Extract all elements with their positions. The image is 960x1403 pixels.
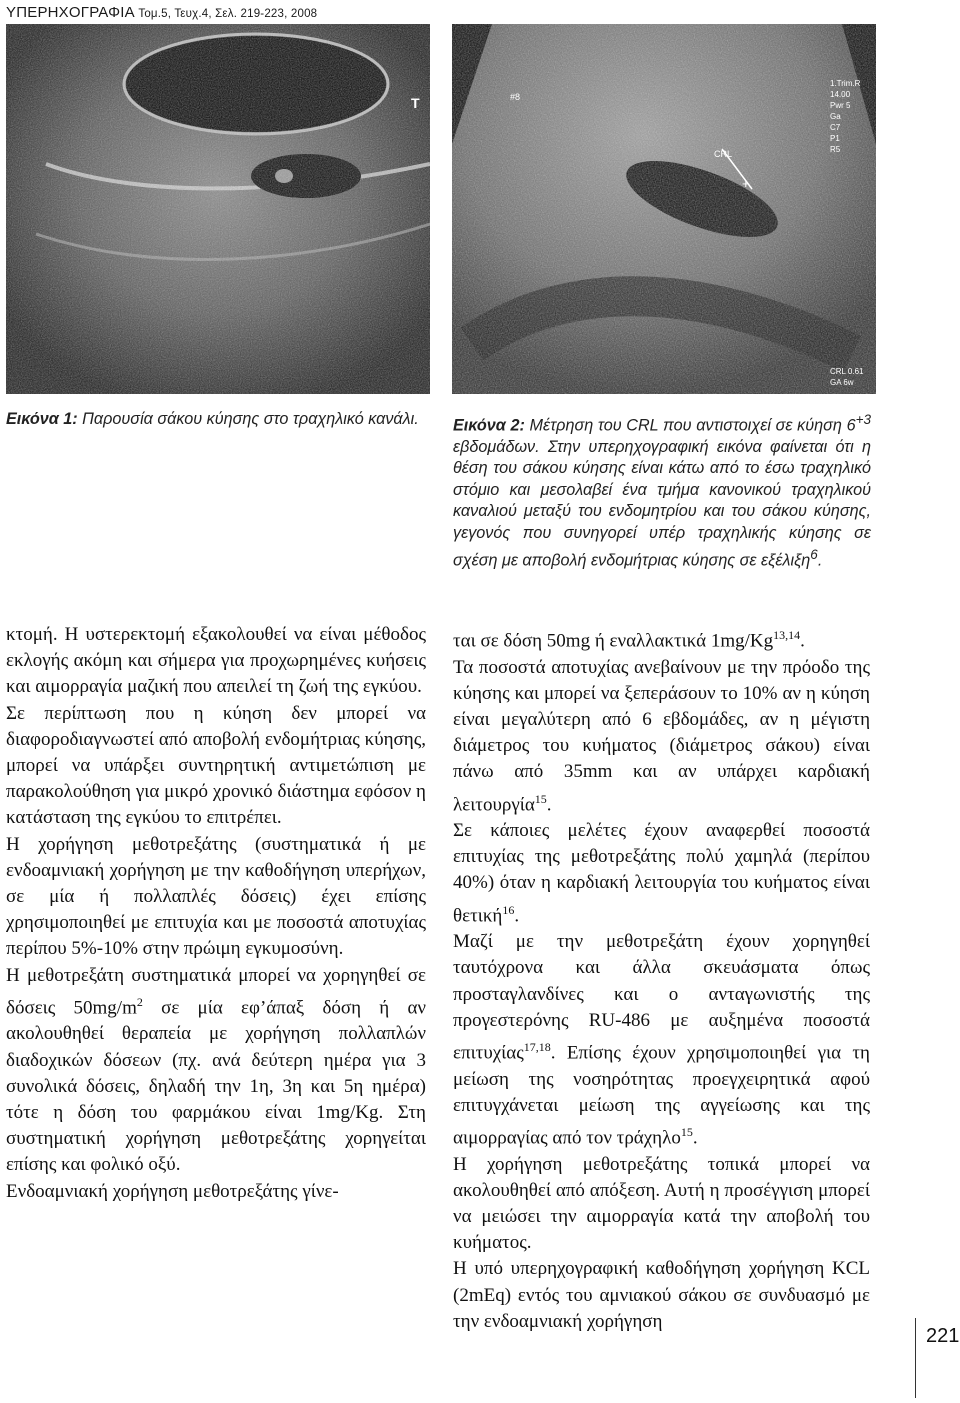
figure-2-caption [453, 409, 871, 572]
right-column [453, 622, 870, 1335]
text-run: . [514, 905, 520, 927]
paragraph [453, 655, 870, 819]
frame-number: #8 [510, 92, 521, 102]
reference-superscript: 15 [534, 791, 547, 806]
overlay-text-line: Pwr 5 [830, 101, 851, 110]
paragraph [6, 963, 426, 1179]
paragraph [453, 622, 870, 655]
caption-end: . [817, 551, 823, 570]
text-run: ται σε δόση 50mg ή εναλλακτικά 1mg/Kg [453, 630, 774, 652]
page-number: 221 [926, 1325, 960, 1347]
figure-1-caption [6, 409, 426, 431]
orientation-marker: T [411, 95, 420, 111]
overlay-text-line: CRL 0.61 [830, 367, 864, 376]
superscript: +3 [855, 412, 871, 427]
text-run: . [800, 630, 805, 652]
overlay-text-line: 14.00 [830, 90, 851, 99]
overlay-text-line: Ga [830, 112, 841, 121]
paragraph: Η χορήγηση μεθοτρεξάτης (συστηματικά ή με ενδοαμνιακή χορήγηση με την καθοδήγηση υπερήχων, σε μία ή πολλαπλές δόσεις) έχει επίσης χρησιμοποιηθεί με επιτυχία και με ποσοστά αποτυχίας περίπου 5%-10% στην πρώιμη εγκυμοσύνη. [6, 833, 426, 960]
reference-superscript: 13,14 [773, 628, 801, 642]
paragraph: Σε περίπτωση που η κύηση δεν μπορεί να διαφοροδιαγνωστεί από αποβολή ενδομήτριας κύησης, μπορεί να υπάρξει συντηρητική αντιμετώπιση με παρακολούθηση για μικρό χρονικό διάστημα εφόσον η κατάσταση της εγκύου το επιτρέπει. [6, 702, 426, 829]
paragraph: Η χορήγηση μεθοτρεξάτης τοπικά μπορεί να ακολουθηθεί από απόξεση. Αυτή η προσέγγιση μπορεί να μειώσει την αιμορραγία κατά την αποβολή του κυήματος. [453, 1153, 870, 1254]
left-column [6, 622, 426, 1205]
crl-label: CRL [714, 149, 733, 159]
journal-title: ΥΠΕΡΗΧΟΓΡΑΦΙΑ [6, 4, 134, 21]
paragraph [453, 818, 870, 929]
text-run: . [692, 1127, 698, 1149]
text-run: σε μία εφ’άπαξ δόση ή αν ακολουθηθεί θεραπεία με χορήγηση πολλαπλών διαδοχικών δόσεων (πχ. ανά δεύτερη ημέρα για 3 συνολικά δόσεις, δηλαδή την 1η, 3η και 5η ημέρα) τότε η δόση του φαρμάκου είναι 1mg/Kg. Στη συστηματική χορήγηση μεθοτρεξάτης χορηγείται επίσης και φολικό οξύ. [6, 997, 426, 1176]
overlay-text-line: C7 [830, 123, 841, 132]
figure-1-caption-text: Παρουσία σάκου κύησης στο τραχηλικό κανάλι. [82, 410, 419, 428]
overlay-text-line: 1.Trim.R [830, 79, 861, 88]
reference-superscript: 6 [810, 547, 818, 563]
svg-text:+: + [742, 176, 750, 191]
text-run: . [546, 793, 552, 815]
ultrasound-image-2 [452, 24, 876, 394]
figure-2-label: Εικόνα 2: [453, 416, 525, 435]
paragraph [453, 929, 870, 1151]
reference-superscript: 15 [680, 1124, 693, 1139]
text-run: Τα ποσοστά αποτυχίας ανεβαίνουν με την πρόοδο της κύησης και μπορεί να ξεπεράσουν το 10% αν η κύηση είναι μεγαλύτερη από 6 εβδομάδες, αν η μέγιστη διάμετρος του κυήματος (διάμετρος σάκου) είναι πάνω από 35mm και αν υπάρχει καρδιακή λειτουργία [453, 656, 870, 815]
figure-1-label: Εικόνα 1: [6, 410, 78, 428]
reference-superscript: 17,18 [523, 1040, 551, 1055]
ultrasound-image-1 [6, 24, 430, 394]
paragraph: Ενδοαμνιακή χορήγηση μεθοτρεξάτης γίνε- [6, 1180, 339, 1202]
overlay-text-line: R5 [830, 145, 841, 154]
text-run: Σε κάποιες μελέτες έχουν αναφερθεί ποσοστά επιτυχίας της μεθοτρεξάτης πολύ χαμηλά (περίπου 40%) όταν η καρδιακή λειτουργία του κυήματος είναι θετική [453, 820, 870, 927]
superscript: 2 [136, 994, 143, 1009]
overlay-text-line: GA 6w [830, 378, 854, 387]
running-header [6, 4, 317, 21]
text-run: . Επίσης έχουν χρησιμοποιηθεί για τη μείωση της νοσηρότητας προεγχειρητικά αφού επιτυγχάνεται μείωση της αγγείωσης και της αιμορραγίας από τον τράχηλο [453, 1042, 870, 1149]
paragraph: Η υπό υπερηχογραφική καθοδήγηση χορήγηση KCL (2mEq) εντός του αμνιακού σάκου σε συνδυασμό με την ενδοαμνιακή χορήγηση [453, 1258, 870, 1332]
text-run: Η μεθοτρεξάτη συστηματικά μπορεί να χορηγηθεί σε δόσεις 50mg/m [6, 964, 426, 1019]
paragraph: κτομή. Η υστερεκτομή εξακολουθεί να είναι μέθοδος εκλογής ακόμη και σήμερα για προχωρημένες κυήσεις και αιμορραγία μαζική που απειλεί τη ζωή της εγκύου. [6, 624, 426, 698]
figure-2-caption-text-b: εβδομάδων. Στην υπερηχογραφική εικόνα φαίνεται ότι η θέση του σάκου κύησης είναι κάτω από το έσω τραχηλικό στόμιο και μεσολαβεί ένα τμήμα κανονικού τραχηλικού καναλιού μεταξύ του ενδομητρίου και του σάκου κύησης, γεγονός που συνηγορεί υπέρ τραχηλικής κύησης σε σχέση με αποβολή ενδομήτριας κύησης σε εξέλιξη [453, 437, 871, 570]
reference-superscript: 16 [502, 902, 515, 917]
overlay-text-line: P1 [830, 134, 840, 143]
page-number-rule [915, 1318, 916, 1398]
figure-2-caption-text-a: Μέτρηση του CRL που αντιστοιχεί σε κύηση 6 [529, 416, 856, 435]
journal-citation: Τομ.5, Τευχ.4, Σελ. 219-223, 2008 [138, 8, 318, 20]
text-run: Μαζί με την μεθοτρεξάτη έχουν χορηγηθεί ταυτόχρονα και άλλα σκευάσματα όπως προσταγλανδίνες και ο ανταγωνιστής της προγεστερόνης RU-486 με αυξημένα ποσοστά επιτυχίας [453, 931, 870, 1064]
